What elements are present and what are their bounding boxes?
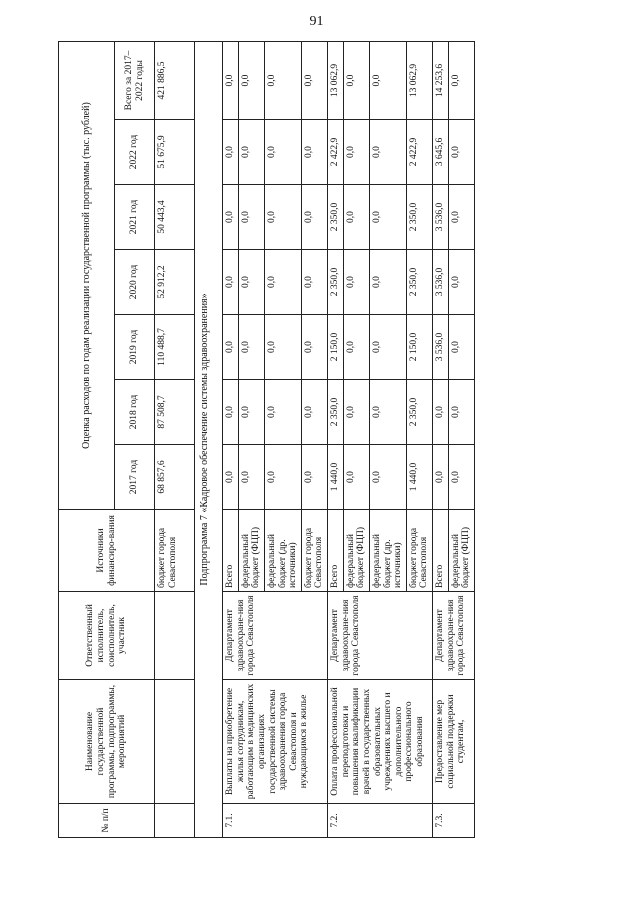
value-cell: 0,0 — [448, 445, 474, 510]
header-year: 2021 год — [115, 185, 155, 250]
source-cell: федеральный бюджет (ФЦП) — [448, 510, 474, 592]
value-cell: 0,0 — [448, 250, 474, 315]
value-cell: 0,0 — [343, 185, 369, 250]
value-cell: 3 536,0 — [433, 185, 449, 250]
value-cell: 0,0 — [301, 315, 327, 380]
value-cell: 0,0 — [223, 315, 239, 380]
value-cell: 14 253,6 — [433, 41, 449, 119]
value-cell: 2 350,0 — [406, 250, 432, 315]
table-row — [155, 41, 195, 837]
measure-name: Предоставление мер социальной поддержки студентам, — [433, 680, 475, 804]
table-row — [433, 41, 449, 837]
value-cell: 0,0 — [223, 380, 239, 445]
value-cell: 2 350,0 — [328, 380, 344, 445]
value-cell: 0,0 — [264, 120, 301, 185]
source-cell: бюджет города Севастополя — [301, 510, 327, 592]
source-cell: федеральный бюджет (др. источники) — [369, 510, 406, 592]
source-cell: бюджет города Севастополя — [406, 510, 432, 592]
value-cell: 3 536,0 — [433, 315, 449, 380]
value-cell: 0,0 — [238, 380, 264, 445]
value-cell: 0,0 — [301, 250, 327, 315]
value-cell: 0,0 — [223, 41, 239, 119]
value-cell: 50 443,4 — [155, 185, 195, 250]
value-cell: 0,0 — [343, 445, 369, 510]
value-cell: 0,0 — [369, 380, 406, 445]
header-year: 2020 год — [115, 250, 155, 315]
value-cell: 0,0 — [301, 120, 327, 185]
header-name: Наименование государственной программы, подпрограммы, мероприятий — [59, 680, 155, 804]
value-cell: 0,0 — [238, 315, 264, 380]
value-cell: 0,0 — [301, 380, 327, 445]
header-estimate: Оценка расходов по годам реализации государственной программы (тыс. рублей) — [59, 41, 115, 509]
page-number: 91 — [309, 14, 324, 29]
value-cell: 2 150,0 — [406, 315, 432, 380]
value-cell: 421 886,5 — [155, 41, 195, 119]
source-cell: федеральный бюджет (ФЦП) — [343, 510, 369, 592]
measure-name: Оплата профессиональной переподготовки и повышения квалификации врачей в государственных образовательных учреждениях высшего и дополнительного профессионального образования — [328, 680, 433, 804]
value-cell: 0,0 — [369, 185, 406, 250]
value-cell: 0,0 — [223, 250, 239, 315]
value-cell: 0,0 — [448, 380, 474, 445]
table-row — [328, 41, 344, 837]
header-year: 2022 год — [115, 120, 155, 185]
value-cell: 2 350,0 — [328, 185, 344, 250]
value-cell: 0,0 — [343, 41, 369, 119]
header-total: Всего за 2017–2022 годы — [115, 41, 155, 119]
measure-executor: Департамент здравоохране-ния города Севастополя — [223, 592, 328, 680]
subprogram-title: Подпрограмма 7 «Кадровое обеспечение системы здравоохранения» — [195, 41, 223, 837]
value-cell: 52 912,2 — [155, 250, 195, 315]
value-cell: 0,0 — [301, 185, 327, 250]
value-cell: 0,0 — [264, 315, 301, 380]
value-cell: 87 508,7 — [155, 380, 195, 445]
value-cell: 0,0 — [448, 185, 474, 250]
header-num: № п/п — [59, 804, 155, 838]
rotated-table-wrapper — [58, 42, 562, 838]
measure-executor: Департамент здравоохране-ния города Севастополя — [328, 592, 433, 680]
value-cell: 2 350,0 — [406, 185, 432, 250]
measure-name: Выплаты на приобретение жилья сотрудникам, работающим в медицинских организациях государственной системы здравоохранения города Севастополя и нуждающимся в жилье — [223, 680, 328, 804]
value-cell: 0,0 — [238, 41, 264, 119]
value-cell: 2 350,0 — [328, 250, 344, 315]
source-cell: Всего — [328, 510, 344, 592]
value-cell: 1 440,0 — [328, 445, 344, 510]
value-cell: 13 062,9 — [328, 41, 344, 119]
value-cell: 0,0 — [238, 250, 264, 315]
measure-number: 7.1. — [223, 804, 328, 838]
measure-executor: Департамент здравоохране-ния города Севастополя — [433, 592, 475, 680]
value-cell: 51 675,9 — [155, 120, 195, 185]
rotated-table-area — [58, 42, 633, 833]
header-year: 2018 год — [115, 380, 155, 445]
value-cell: 0,0 — [343, 380, 369, 445]
value-cell: 0,0 — [264, 250, 301, 315]
value-cell: 1 440,0 — [406, 445, 432, 510]
value-cell: 3 645,6 — [433, 120, 449, 185]
value-cell: 2 150,0 — [328, 315, 344, 380]
value-cell: 0,0 — [448, 120, 474, 185]
value-cell: 0,0 — [238, 445, 264, 510]
source-cell: федеральный бюджет (ФЦП) — [238, 510, 264, 592]
value-cell: 0,0 — [238, 120, 264, 185]
value-cell: 110 488,7 — [155, 315, 195, 380]
value-cell: 0,0 — [343, 250, 369, 315]
source-cell: Всего — [223, 510, 239, 592]
budget-table — [58, 41, 475, 838]
value-cell: 0,0 — [433, 380, 449, 445]
value-cell: 0,0 — [223, 120, 239, 185]
value-cell: 0,0 — [301, 41, 327, 119]
value-cell: 0,0 — [301, 445, 327, 510]
source-cell: бюджет города Севастополя — [155, 510, 195, 592]
value-cell: 0,0 — [369, 120, 406, 185]
value-cell: 0,0 — [369, 250, 406, 315]
value-cell: 0,0 — [264, 445, 301, 510]
value-cell: 0,0 — [448, 315, 474, 380]
source-cell: федеральный бюджет (др. источники) — [264, 510, 301, 592]
value-cell: 0,0 — [223, 185, 239, 250]
value-cell: 0,0 — [264, 185, 301, 250]
value-cell: 2 422,9 — [406, 120, 432, 185]
value-cell: 0,0 — [223, 445, 239, 510]
value-cell: 3 536,0 — [433, 250, 449, 315]
value-cell: 0,0 — [343, 315, 369, 380]
header-source: Источники финансиро-вания — [59, 510, 155, 592]
value-cell: 0,0 — [369, 315, 406, 380]
subprogram-row — [195, 41, 223, 837]
measure-number: 7.3. — [433, 804, 475, 838]
value-cell: 0,0 — [238, 185, 264, 250]
value-cell: 2 422,9 — [328, 120, 344, 185]
value-cell: 0,0 — [369, 445, 406, 510]
source-cell: Всего — [433, 510, 449, 592]
value-cell: 0,0 — [433, 445, 449, 510]
table-row — [223, 41, 239, 837]
value-cell: 13 062,9 — [406, 41, 432, 119]
measure-number: 7.2. — [328, 804, 433, 838]
header-year: 2019 год — [115, 315, 155, 380]
value-cell: 0,0 — [343, 120, 369, 185]
value-cell: 0,0 — [264, 41, 301, 119]
value-cell: 68 857,6 — [155, 445, 195, 510]
header-year: 2017 год — [115, 445, 155, 510]
value-cell: 2 350,0 — [406, 380, 432, 445]
value-cell: 0,0 — [264, 380, 301, 445]
header-executor: Ответственный исполнитель, соисполнитель, участник — [59, 592, 155, 680]
value-cell: 0,0 — [448, 41, 474, 119]
value-cell: 0,0 — [369, 41, 406, 119]
